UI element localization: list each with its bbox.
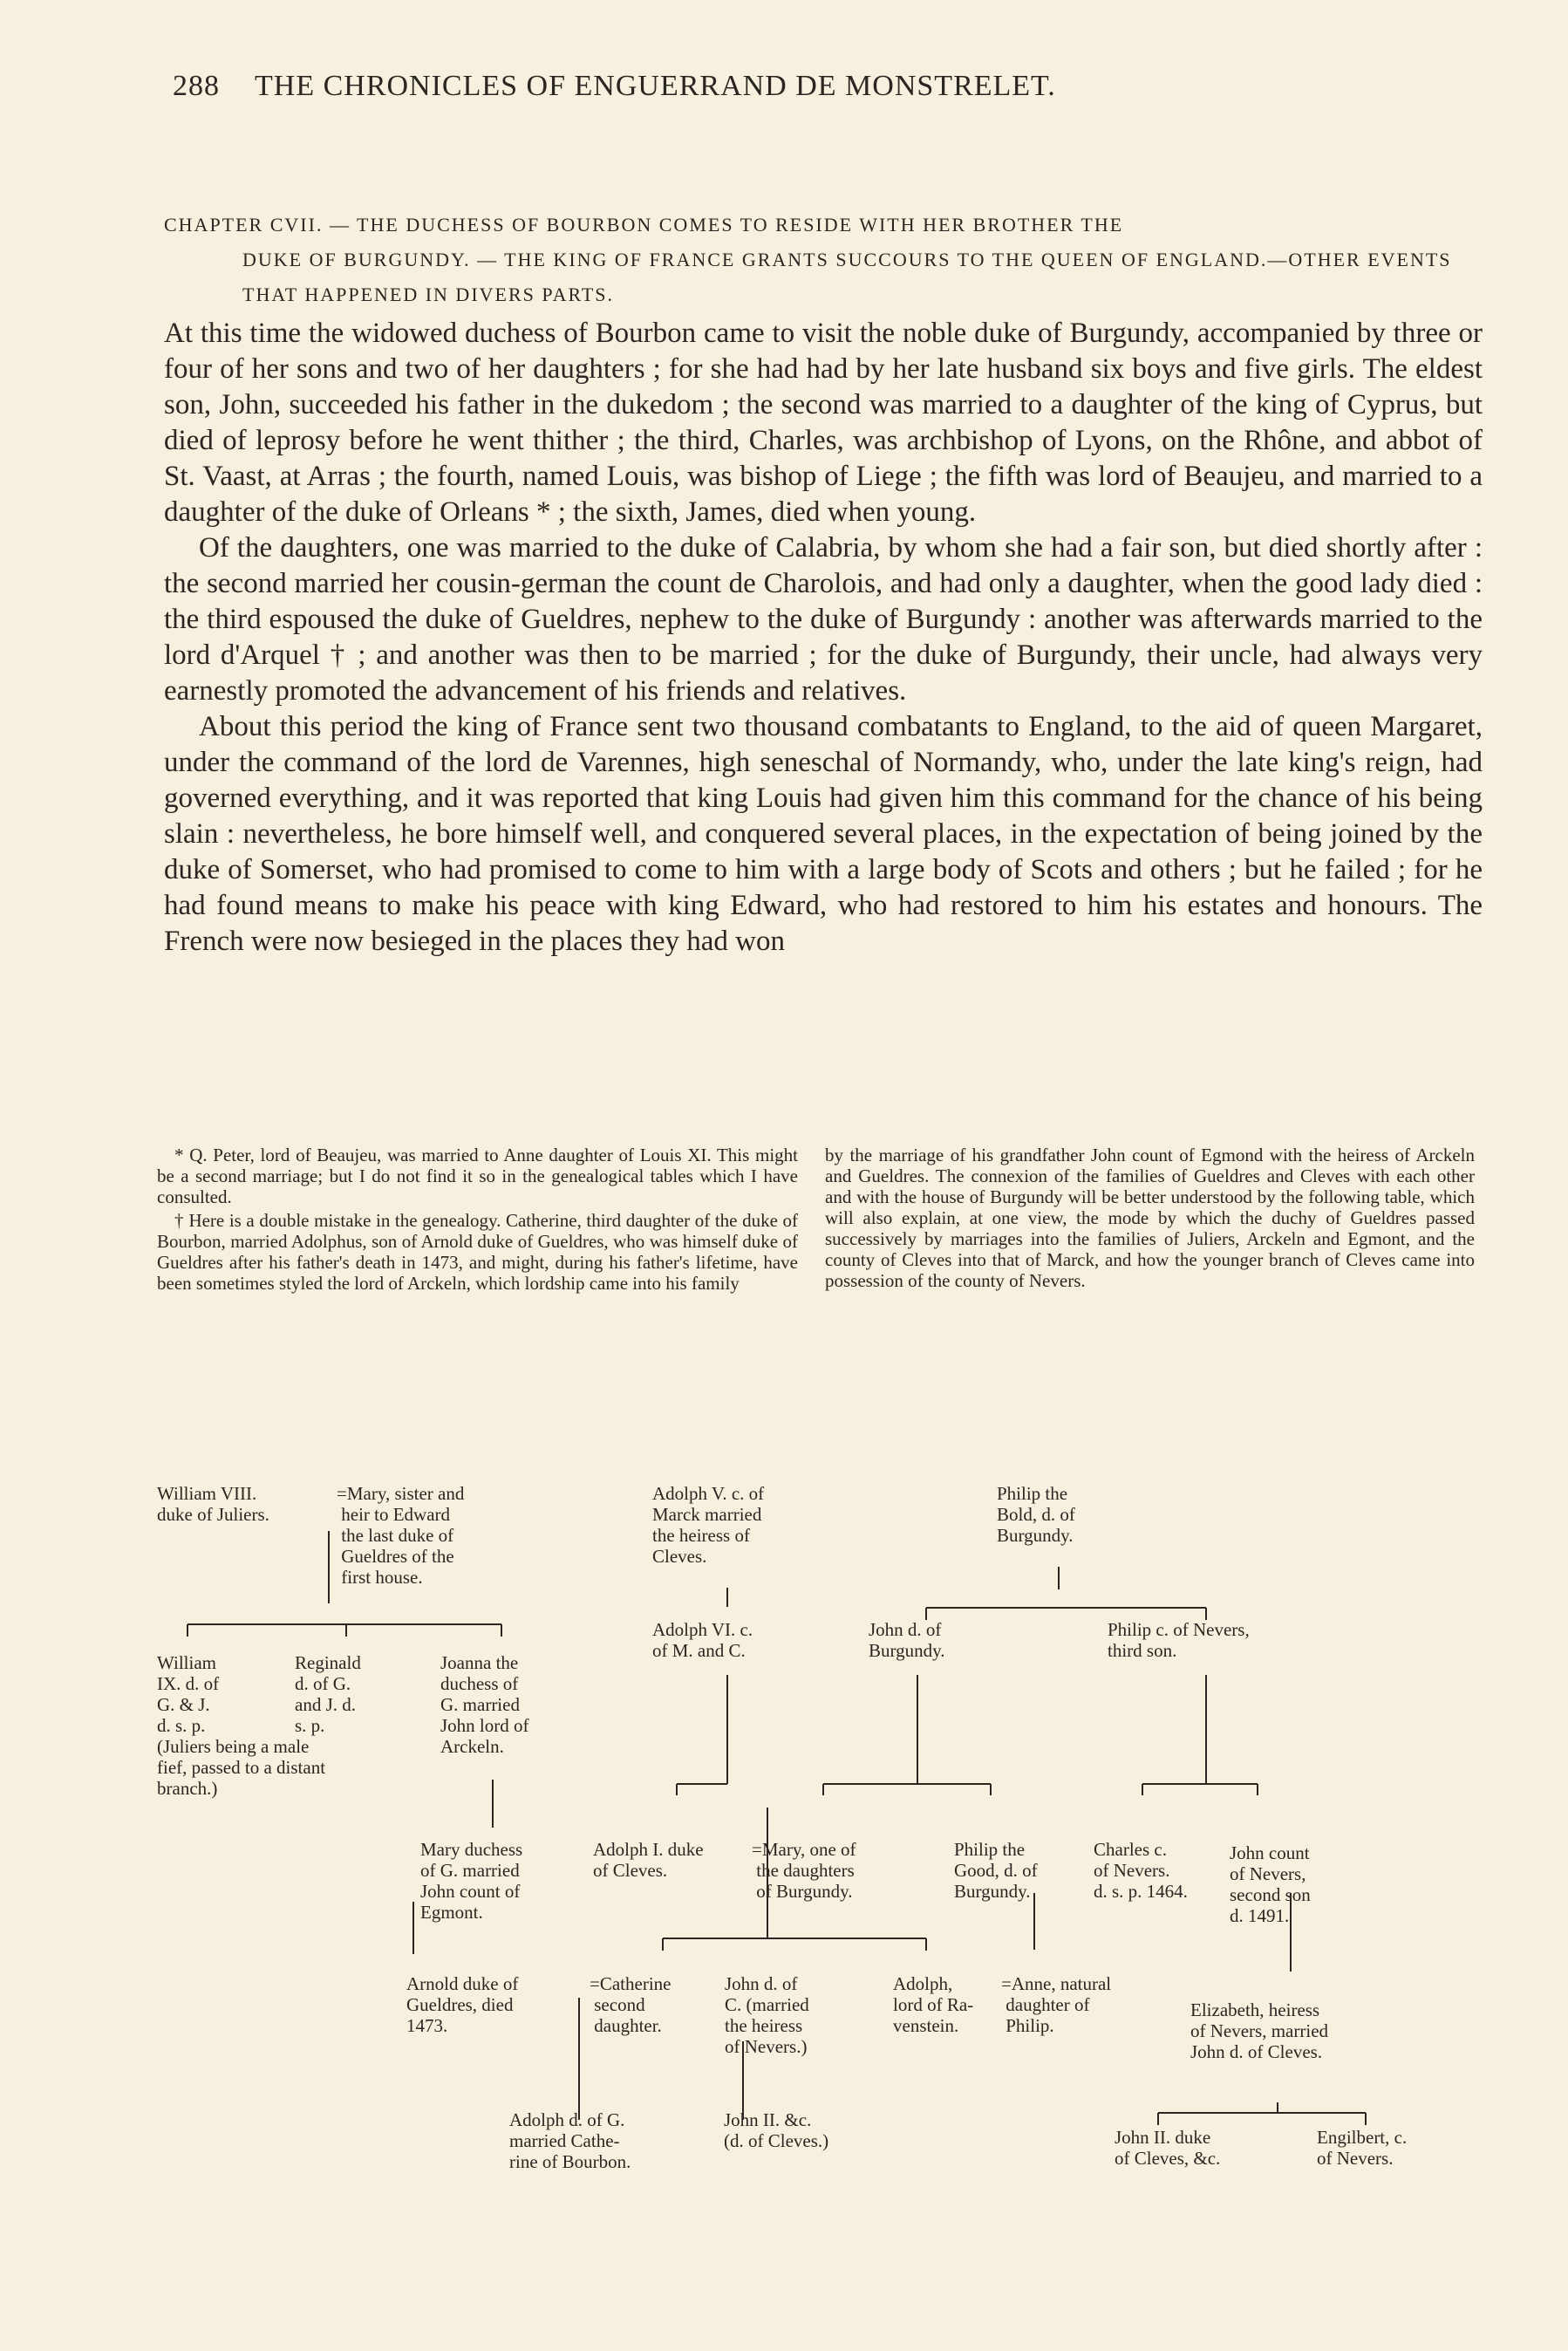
person-anne: =Anne, natural daughter of Philip. bbox=[1001, 1973, 1112, 2036]
paragraph-3: About this period the king of France sent two thousand combatants to England, to the aid of queen Margaret, under the command of the lord de Varennes, high seneschal of Normandy, who, under the late king's reign, had governed everything, and it was reported that king Louis had given him this command for the chance of his being slain : nevertheless, he bore himself well, and conquered several places, in the expectation of being joined by the duke of Somerset, who had promised to come to him with a large body of Scots and others ; but he failed ; for he had found means to make his peace with king Edward, who had restored to him his estates and honours. The French were now besieged in the places they had won bbox=[164, 711, 1483, 957]
chapter-heading-line1: CHAPTER CVII. — THE DUCHESS OF BOURBON COMES TO RESIDE WITH HER BROTHER THE bbox=[164, 214, 1124, 236]
person-john-burgundy: John d. of Burgundy. bbox=[869, 1619, 945, 1661]
person-joanna: Joanna the duchess of G. married John lord of Arckeln. bbox=[440, 1652, 529, 1757]
person-mary-duchess: Mary duchess of G. married John count of Egmont. bbox=[420, 1839, 523, 1923]
person-philip-nevers: Philip c. of Nevers, third son. bbox=[1108, 1619, 1250, 1661]
person-philip-good: Philip the Good, d. of Burgundy. bbox=[954, 1839, 1038, 1902]
person-john-cleves: John d. of C. (married the heiress of Nevers.) bbox=[725, 1973, 809, 2057]
person-arnold: Arnold duke of Gueldres, died 1473. bbox=[406, 1973, 519, 2036]
book-title: THE CHRONICLES OF ENGUERRAND DE MONSTRELET. bbox=[255, 70, 1056, 102]
person-catherine: =Catherine second daughter. bbox=[590, 1973, 672, 2036]
person-william-ix: William IX. d. of G. & J. d. s. p. bbox=[157, 1652, 220, 1736]
footnote-2: † Here is a double mistake in the genealogy. Catherine, third daughter of the duke of Bourbon, married Adolphus, son of Arnold duke of Gueldres, who was himself duke of Gueldres after his father's death in 1473, and might, during his father's lifetime, have been sometimes styled the lord of Arckeln, which lordship came into his family bbox=[157, 1210, 798, 1294]
person-adolph-ravenstein: Adolph, lord of Ra- venstein. bbox=[893, 1973, 974, 2036]
page-number: 288 bbox=[173, 70, 220, 102]
person-john-ii-cleves: John II. &c. (d. of Cleves.) bbox=[724, 2109, 829, 2151]
person-mary-one: =Mary, one of the daughters of Burgundy. bbox=[752, 1839, 856, 1902]
person-elizabeth: Elizabeth, heiress of Nevers, married John d. of Cleves. bbox=[1190, 1999, 1329, 2062]
juliers-note: (Juliers being a male fief, passed to a distant branch.) bbox=[157, 1736, 326, 1799]
person-adolph-vi: Adolph VI. c. of M. and C. bbox=[652, 1619, 753, 1661]
person-john-count-nevers: John count of Nevers, second son d. 1491. bbox=[1230, 1842, 1311, 1926]
chapter-heading-rest: DUKE OF BURGUNDY. — THE KING OF FRANCE GRANTS SUCCOURS TO THE QUEEN OF ENGLAND.—OTHER EVENTS THAT HAPPENED IN DIVERS PARTS. bbox=[242, 249, 1452, 305]
person-engilbert: Engilbert, c. of Nevers. bbox=[1317, 2127, 1408, 2169]
person-adolph-v: Adolph V. c. of Marck married the heiress of Cleves. bbox=[652, 1483, 765, 1567]
paragraph-1: At this time the widowed duchess of Bourbon came to visit the noble duke of Burgundy, accompanied by three or four of her sons and two of her daughters ; for she had had by her late husband six boys and five girls. The eldest son, John, succeeded his father in the dukedom ; the second was married to a daughter of the king of Cyprus, but died of leprosy before he went thither ; the third, Charles, was archbishop of Lyons, on the Rhône, and abbot of St. Vaast, at Arras ; the fourth, named Louis, was bishop of Liege ; the fifth was lord of Beaujeu, and married to a daughter of the duke of Orleans * ; the sixth, James, died when young. bbox=[164, 318, 1483, 528]
footnote-2-continued: by the marriage of his grandfather John count of Egmond with the heiress of Arckeln and Gueldres. The connexion of the families of Gueldres and Cleves with each other and with the house of Burgundy will be better understood by the following table, which will also explain, at one view, the mode by which the duchy of Gueldres passed successively by marriages into the families of Juliers, Arckeln and Egmont, and the county of Cleves into that of Marck, and how the younger branch of Cleves came into possession of the county of Nevers. bbox=[825, 1145, 1475, 1291]
paragraph-2: Of the daughters, one was married to the duke of Calabria, by whom she had a fair son, but died shortly after : the second married her cousin-german the count de Charolois, and had only a daughter, when the good lady died : the third espoused the duke of Gueldres, nephew to the duke of Burgundy : another was afterwards married to the lord d'Arquel † ; and another was then to be married ; for the duke of Burgundy, their uncle, had always very earnestly promoted the advancement of his friends and relatives. bbox=[164, 532, 1483, 707]
person-philip-bold: Philip the Bold, d. of Burgundy. bbox=[997, 1483, 1075, 1546]
person-mary-sister: =Mary, sister and heir to Edward the last duke of Gueldres of the first house. bbox=[337, 1483, 465, 1588]
person-reginald: Reginald d. of G. and J. d. s. p. bbox=[295, 1652, 361, 1736]
person-john-ii-duke: John II. duke of Cleves, &c. bbox=[1115, 2127, 1221, 2169]
person-adolph-gueldres: Adolph d. of G. married Cathe- rine of Bourbon. bbox=[509, 2109, 631, 2172]
person-charles-nevers: Charles c. of Nevers. d. s. p. 1464. bbox=[1094, 1839, 1188, 1902]
person-adolph-i: Adolph I. duke of Cleves. bbox=[593, 1839, 704, 1881]
footnote-1: * Q. Peter, lord of Beaujeu, was married to Anne daughter of Louis XI. This might be a second marriage; but I do not find it so in the genealogical tables which I have consulted. bbox=[157, 1145, 798, 1207]
person-william-viii: William VIII. duke of Juliers. bbox=[157, 1483, 269, 1525]
